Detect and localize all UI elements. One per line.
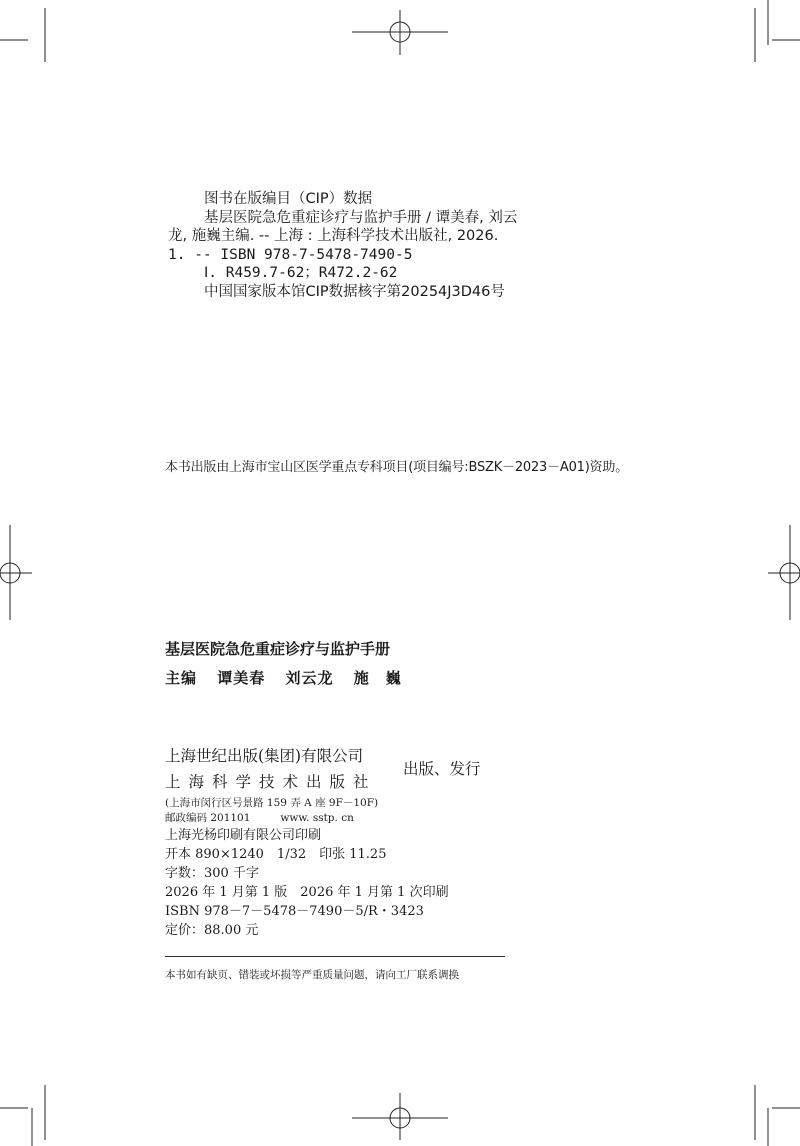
- publisher-press: 上海科学技术出版社: [165, 773, 377, 791]
- editors-line: [165, 667, 416, 688]
- book-title: 基层医院急危重症诊疗与监护手册: [165, 640, 391, 658]
- cip-line-title: 基层医院急危重症诊疗与监护手册 / 谭美春, 刘云: [204, 209, 518, 226]
- publisher-role: 出版、发行: [403, 760, 481, 778]
- cip-line-isbn: 1. -- ISBN 978-7-5478-7490-5: [168, 246, 413, 263]
- edition-info: 2026 年 1 月第 1 版 2026 年 1 月第 1 次印刷: [165, 885, 449, 900]
- cip-line-editors: 龙, 施巍主编. -- 上海 : 上海科学技术出版社, 2026.: [168, 228, 499, 244]
- imprint-details: [165, 796, 449, 940]
- quality-notice: 本书如有缺页、错装或坏损等严重质量问题，请向工厂联系调换: [165, 969, 459, 981]
- format-info: 开本 890×1240 1/32 印张 11.25: [165, 847, 387, 862]
- cip-data-block: [168, 190, 638, 301]
- word-count: 字数：300 千字: [165, 866, 259, 881]
- cip-heading: 图书在版编目（CIP）数据: [204, 191, 373, 207]
- cip-line-record-number: 中国国家版本馆CIP数据核字第20254J3D46号: [204, 283, 505, 300]
- publisher-block: [165, 744, 481, 792]
- editor-label: 主编: [165, 669, 198, 687]
- funding-note: 本书出版由上海市宝山区医学重点专科项目(项目编号:BSZK－2023－A01)资助。: [165, 460, 629, 475]
- editor-name: 谭美春: [217, 669, 266, 687]
- website: www. sstp. cn: [280, 812, 354, 824]
- printer: 上海光杨印刷有限公司印刷: [165, 828, 322, 843]
- postcode-website-line: [165, 811, 449, 826]
- publisher-group: 上海世纪出版(集团)有限公司: [165, 747, 364, 765]
- editor-name: 施 巍: [353, 669, 402, 687]
- divider: [165, 956, 505, 957]
- price: 定价：88.00 元: [165, 923, 259, 938]
- editor-name: 刘云龙: [285, 669, 334, 687]
- publisher-address: (上海市闵行区号景路 159 弄 A 座 9F－10F): [165, 797, 379, 809]
- postcode: 邮政编码 201101: [165, 812, 251, 824]
- isbn-line: ISBN 978－7－5478－7490－5/R・3423: [165, 904, 424, 919]
- cip-line-classification: Ⅰ. R459.7-62；R472.2-62: [204, 265, 398, 281]
